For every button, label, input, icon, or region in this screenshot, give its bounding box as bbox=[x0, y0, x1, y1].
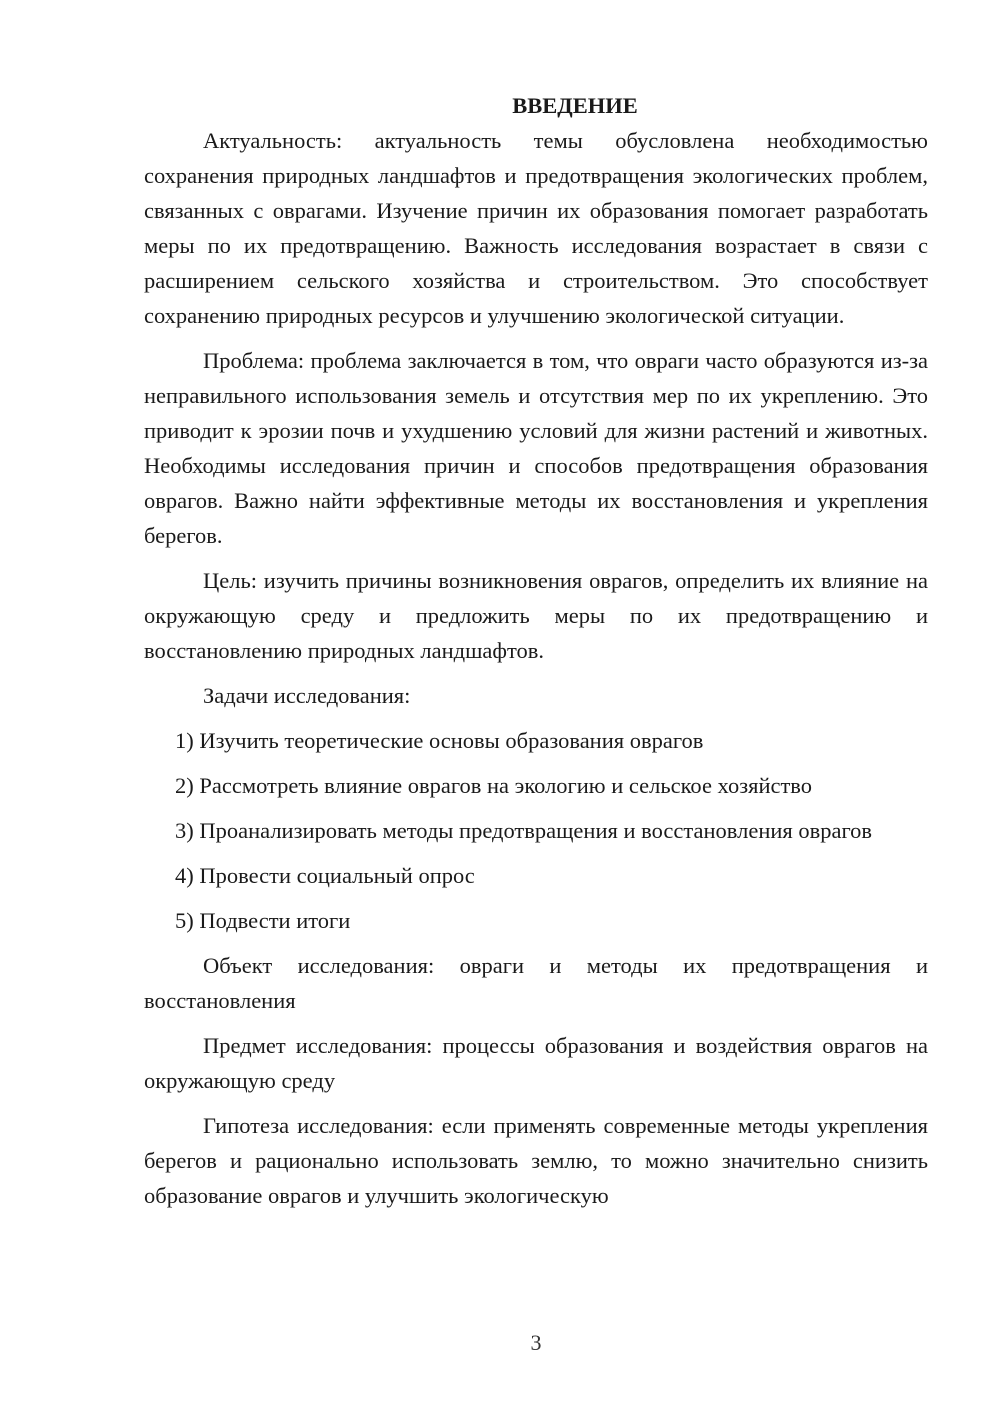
task-item-1: 1) Изучить теоретические основы образования оврагов bbox=[175, 728, 704, 753]
page-number: 3 bbox=[530, 1330, 542, 1355]
paragraph-tasks-heading: Задачи исследования: bbox=[203, 683, 411, 708]
task-item-2: 2) Рассмотреть влияние оврагов на экологию и сельское хозяйство bbox=[175, 773, 813, 798]
paragraph-relevance: Актуальность: актуальность темы обусловлена необходимостью сохранения природных ландшафтов и предотвращения экологических проблем, связанных с оврагами. Изучение причин их образования помогает разработать меры по их предотвращению. Важность исследования возрастает в связи с расширением сельского хозяйства и строительством. Это способствует сохранению природных ресурсов и улучшению экологической ситуации. bbox=[144, 128, 928, 328]
document-page bbox=[144, 88, 928, 1213]
task-item-3: 3) Проанализировать методы предотвращения и восстановления оврагов bbox=[175, 818, 873, 843]
section-title: ВВЕДЕНИЕ bbox=[512, 93, 638, 118]
paragraph-hypothesis: Гипотеза исследования: если применять современные методы укрепления берегов и рационально использовать землю, то можно значительно снизить образование оврагов и улучшить экологическую bbox=[144, 1113, 928, 1208]
paragraph-goal: Цель: изучить причины возникновения оврагов, определить их влияние на окружающую среду и предложить меры по их предотвращению и восстановлению природных ландшафтов. bbox=[144, 568, 928, 663]
task-item-5: 5) Подвести итоги bbox=[175, 908, 351, 933]
paragraph-subject: Предмет исследования: процессы образования и воздействия оврагов на окружающую среду bbox=[144, 1033, 928, 1093]
paragraph-object: Объект исследования: овраги и методы их предотвращения и восстановления bbox=[144, 953, 928, 1013]
paragraph-problem: Проблема: проблема заключается в том, что овраги часто образуются из-за неправильного использования земель и отсутствия мер по их укреплению. Это приводит к эрозии почв и ухудшению условий для жизни растений и животных. Необходимы исследования причин и способов предотвращения образования оврагов. Важно найти эффективные методы их восстановления и укрепления берегов. bbox=[144, 348, 928, 548]
task-item-4: 4) Провести социальный опрос bbox=[175, 863, 475, 888]
